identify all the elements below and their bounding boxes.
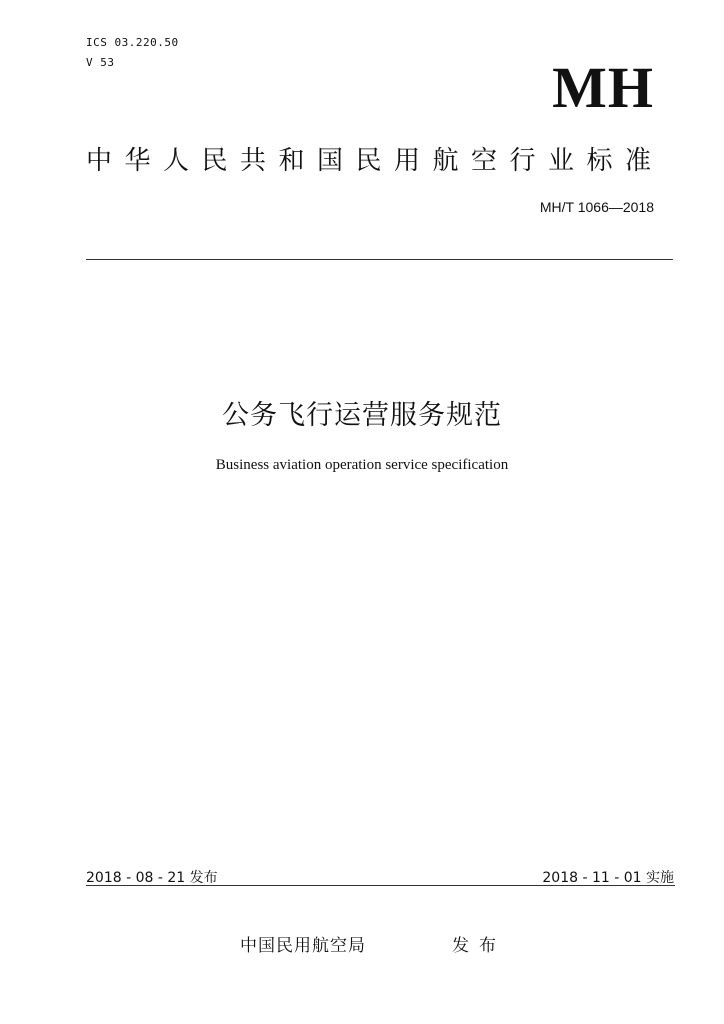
standard-logo: MH xyxy=(552,55,654,120)
bottom-divider xyxy=(86,885,675,886)
standard-type-heading: 中华人民共和国民用航空行业标准 xyxy=(86,146,664,176)
implementation-date: 2018 - 11 - 01 实施 xyxy=(542,870,674,886)
ics-code: ICS 03.220.50 xyxy=(86,36,179,49)
standard-number: MH/T 1066—2018 xyxy=(539,199,654,215)
document-title-english: Business aviation operation service specification xyxy=(215,457,509,473)
document-title-chinese: 公务飞行运营服务规范 xyxy=(222,400,502,431)
publisher-name: 中国民用航空局 xyxy=(240,936,366,956)
classification-code: V 53 xyxy=(86,56,115,69)
publish-label: 发布 xyxy=(452,936,506,956)
issue-date: 2018 - 08 - 21 发布 xyxy=(86,870,218,886)
top-divider xyxy=(86,259,673,260)
